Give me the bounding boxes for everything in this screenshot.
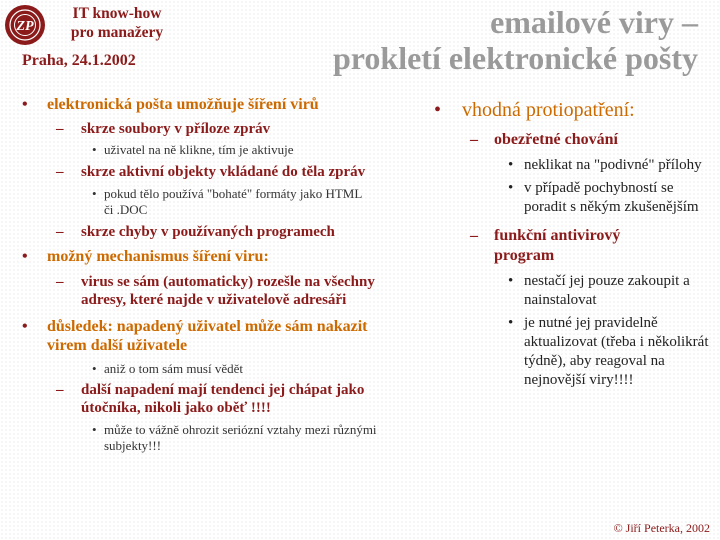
header-course-line1: IT know-how bbox=[72, 5, 162, 22]
right-item-0: • vhodná protiopatření: bbox=[434, 99, 635, 121]
logo-emblem bbox=[4, 4, 46, 46]
right-item-6: • je nutné jej pravidelně aktualizovat (třeba i několikrát týdně), aby reagoval na nejnovější viry!!!! bbox=[508, 315, 709, 388]
left-item-3: – skrze aktivní objekty vkládané do těla zpráv bbox=[56, 164, 366, 180]
right-column bbox=[432, 98, 709, 390]
right-item-1: – obezřetné chování bbox=[470, 131, 618, 148]
header-course-line2: pro manažery bbox=[70, 24, 164, 41]
right-item-4: – funkční antivirový program bbox=[470, 227, 621, 264]
left-item-8: • důsledek: napadený uživatel může sám nakazit virem další uživatele bbox=[22, 318, 368, 354]
right-item-2: • neklikat na "podivné" přílohy bbox=[508, 157, 702, 173]
slide-title-line1: emailové viry – bbox=[490, 4, 698, 40]
left-item-0: • elektronická pošta umožňuje šíření virů bbox=[22, 96, 319, 113]
left-item-9: • aniž o tom sám musí vědět bbox=[92, 361, 244, 376]
slide-title-line2: prokletí elektronické pošty bbox=[332, 40, 698, 76]
logo-text: ZP bbox=[16, 19, 34, 34]
header-course bbox=[52, 4, 182, 42]
copyright-footer: © Jiří Peterka, 2002 bbox=[613, 521, 710, 535]
left-item-11: • může to vážně ohrozit seriózní vztahy mezi různými subjekty!!! bbox=[92, 422, 377, 453]
header-date: Praha, 24.1.2002 bbox=[22, 52, 136, 69]
left-item-4: • pokud tělo používá "bohaté" formáty jako HTML či .DOC bbox=[92, 186, 362, 217]
right-item-5: • nestačí jej pouze zakoupit a nainstalovat bbox=[508, 273, 690, 308]
slide-title bbox=[333, 4, 698, 76]
left-item-1: – skrze soubory v příloze zpráv bbox=[56, 121, 271, 137]
left-item-6: • možný mechanismus šíření viru: bbox=[22, 248, 269, 265]
left-item-5: – skrze chyby v používaných programech bbox=[56, 224, 335, 240]
left-column bbox=[22, 95, 442, 454]
right-item-3: • v případě pochybností se poradit s někým zkušenějším bbox=[508, 180, 699, 215]
left-item-10: – další napadení mají tendenci jej chápat jako útočníka, nikoli jako oběť !!!! bbox=[56, 382, 365, 416]
left-item-2: • uživatel na ně klikne, tím je aktivuje bbox=[92, 142, 294, 157]
left-item-7: – virus se sám (automaticky) rozešle na všechny adresy, které najde v uživatelově adresáři bbox=[56, 274, 375, 308]
